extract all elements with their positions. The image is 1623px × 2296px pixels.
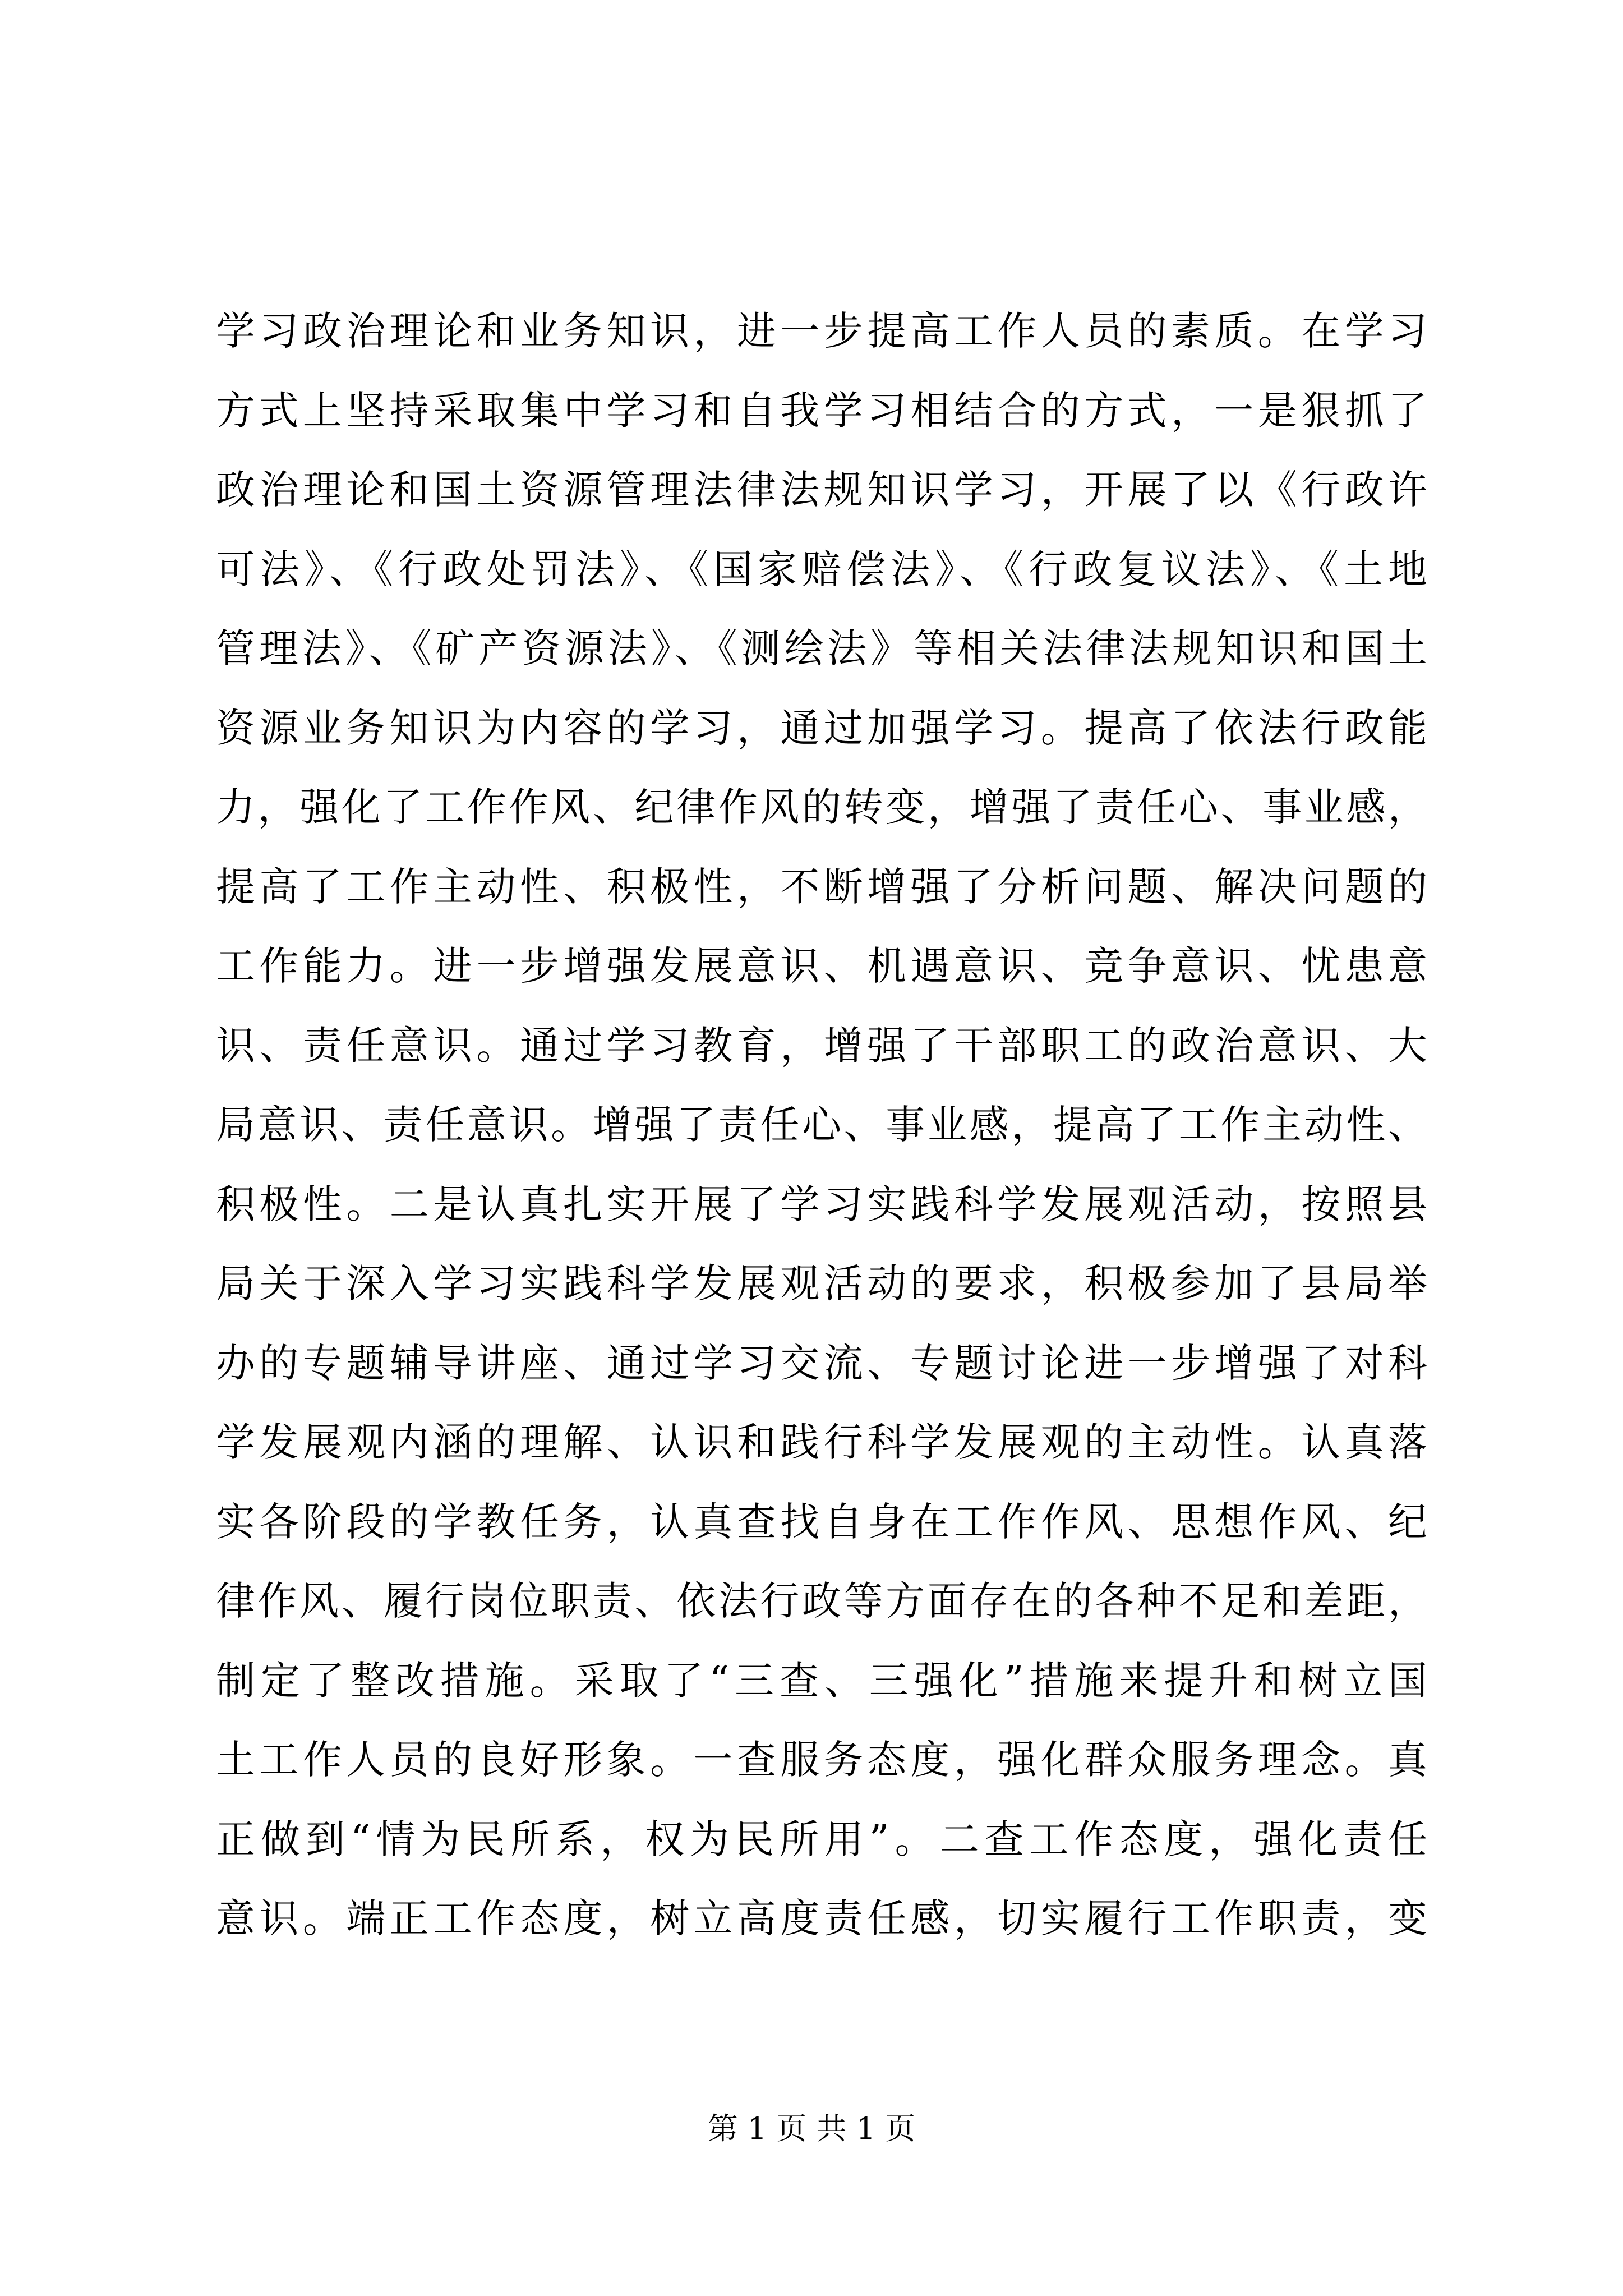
text-line: 学习政治理论和业务知识，进一步提高工作人员的素质。在学习 — [216, 308, 1427, 354]
page-footer: 第 1 页 共 1 页 — [707, 2111, 916, 2146]
text-line: 可法》、《行政处罚法》、《国家赔偿法》、《行政复议法》、《土地 — [216, 546, 1427, 592]
text-line: 制定了整改措施。采取了“三查、三强化”措施来提升和树立国 — [216, 1657, 1427, 1704]
text-line: 实各阶段的学教任务，认真查找自身在工作作风、思想作风、纪 — [216, 1498, 1427, 1545]
text-line: 工作能力。进一步增强发展意识、机遇意识、竞争意识、忧患意 — [216, 943, 1427, 989]
text-line: 学发展观内涵的理解、认识和践行科学发展观的主动性。认真落 — [216, 1419, 1427, 1465]
text-line: 政治理论和国土资源管理法律法规知识学习，开展了以《行政许 — [216, 467, 1427, 513]
text-line: 局意识、责任意识。增强了责任心、事业感，提高了工作主动性、 — [216, 1102, 1427, 1148]
text-line: 力，强化了工作作风、纪律作风的转变，增强了责任心、事业感， — [216, 784, 1427, 830]
text-line: 意识。端正工作态度，树立高度责任感，切实履行工作职责，变 — [216, 1895, 1427, 1941]
text-line: 局关于深入学习实践科学发展观活动的要求，积极参加了县局举 — [216, 1260, 1427, 1306]
text-line: 积极性。二是认真扎实开展了学习实践科学发展观活动，按照县 — [216, 1181, 1427, 1227]
text-line: 管理法》、《矿产资源法》、《测绘法》等相关法律法规知识和国土 — [216, 625, 1427, 671]
body-text — [216, 292, 1427, 1959]
text-line: 提高了工作主动性、积极性，不断增强了分析问题、解决问题的 — [216, 863, 1427, 910]
text-line: 正做到“情为民所系，权为民所用”。二查工作态度，强化责任 — [216, 1816, 1427, 1862]
text-line: 律作风、履行岗位职责、依法行政等方面存在的各种不足和差距， — [216, 1578, 1427, 1624]
text-line: 资源业务知识为内容的学习，通过加强学习。提高了依法行政能 — [216, 705, 1427, 751]
text-line: 识、责任意识。通过学习教育，增强了干部职工的政治意识、大 — [216, 1022, 1427, 1069]
text-line: 土工作人员的良好形象。一查服务态度，强化群众服务理念。真 — [216, 1737, 1427, 1783]
text-line: 办的专题辅导讲座、通过学习交流、专题讨论进一步增强了对科 — [216, 1340, 1427, 1386]
text-line: 方式上坚持采取集中学习和自我学习相结合的方式，一是狠抓了 — [216, 387, 1427, 434]
